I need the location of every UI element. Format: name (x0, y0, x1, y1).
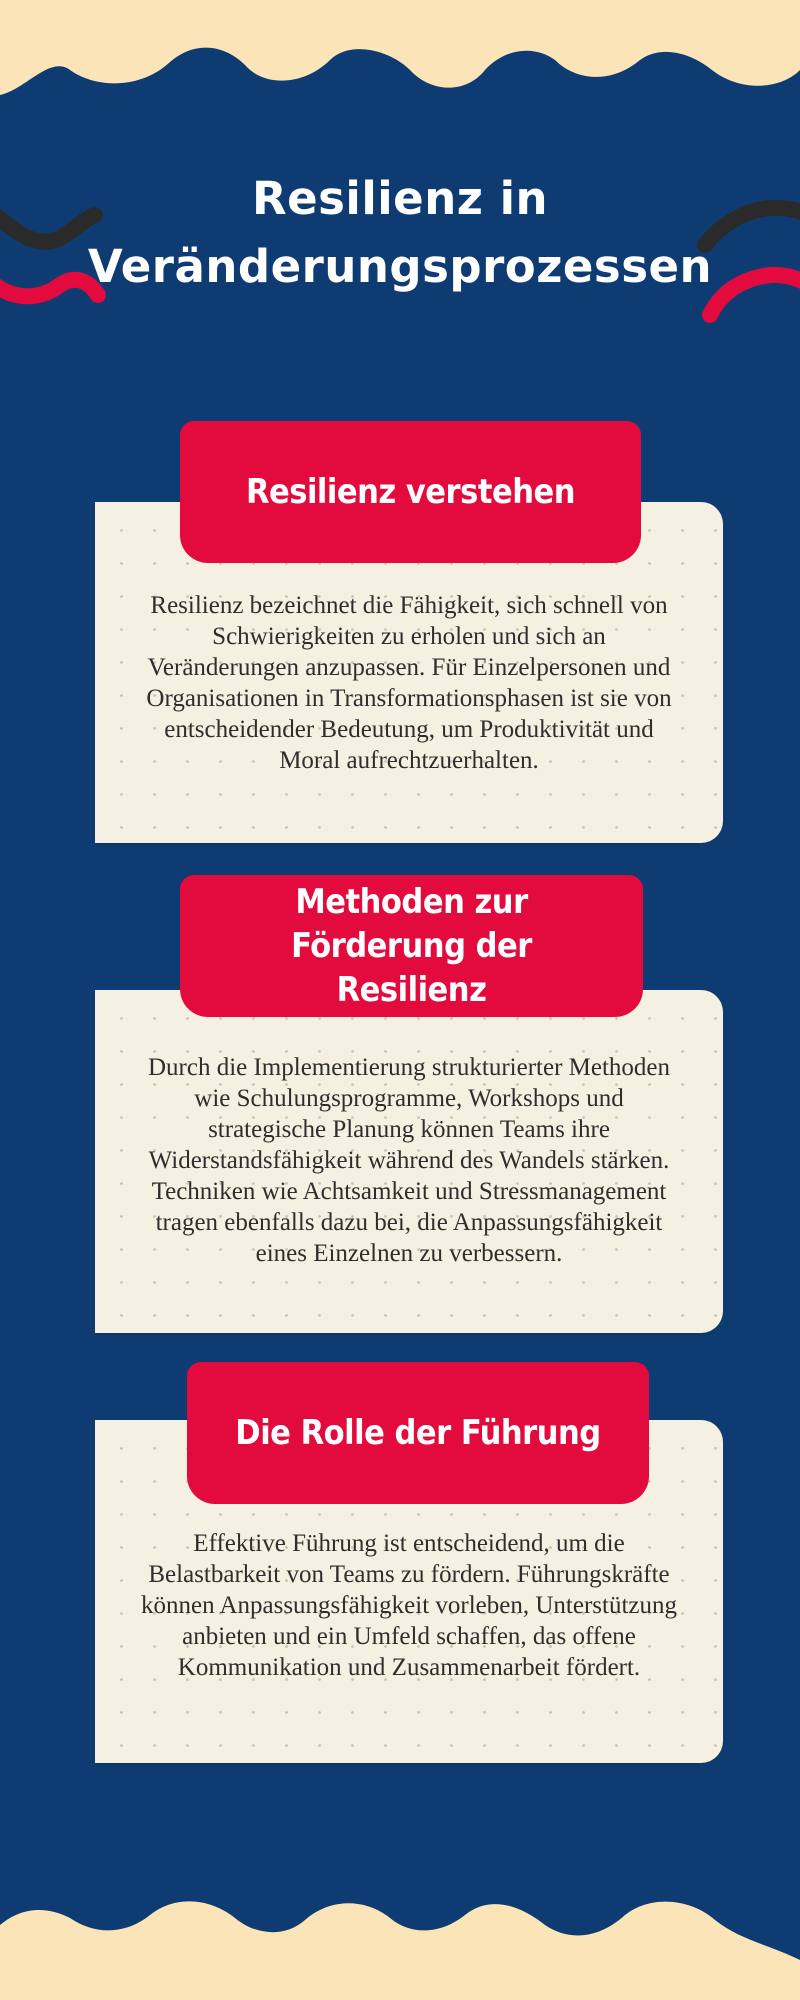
section-heading-tag-3 (187, 1362, 649, 1504)
bottom-wave (0, 1901, 800, 2000)
section-heading-1: Resilienz verstehen (245, 472, 576, 512)
section-text-3: Effektive Führung ist entscheidend, um die Belastbarkeit von Teams zu fördern. Führungskräfte können Anpassungsfähigkeit vorleben, Unterstützung anbieten und ein Umfeld schaffen, das offene Kommunikation und Zusammenarbeit fördert. (140, 1530, 677, 1681)
section-heading-2: Methoden zur Förderung der Resilienz (291, 882, 532, 1010)
right-squiggle-red (710, 275, 800, 315)
top-wave (0, 0, 800, 95)
section-heading-tag-1 (180, 421, 641, 563)
section-heading-tag-2 (180, 875, 643, 1017)
section-text-1: Resilienz bezeichnet die Fähigkeit, sich schnell von Schwierigkeiten zu erholen und sich an Veränderungen anzupassen. Für Einzelpersonen und Organisationen in Transformationsphasen ist sie von entscheidender Bedeutung, um Produktivität und Moral aufrechtzuerhalten. (146, 592, 672, 774)
section-heading-3: Die Rolle der Führung (235, 1413, 601, 1453)
section-card-2 (95, 990, 723, 1333)
section-text-2: Durch die Implementierung strukturierter Methoden wie Schulungsprogramme, Workshops und strategische Planung können Teams ihre Widerstandsfähigkeit während des Wandels stärken. Techniken wie Achtsamkeit und Stressmanagement tragen ebenfalls dazu bei, die Anpassungsfähigkeit eines Einzelnen zu verbessern. (147, 1054, 671, 1267)
page-title: Resilienz in Veränderungsprozessen (87, 172, 713, 293)
